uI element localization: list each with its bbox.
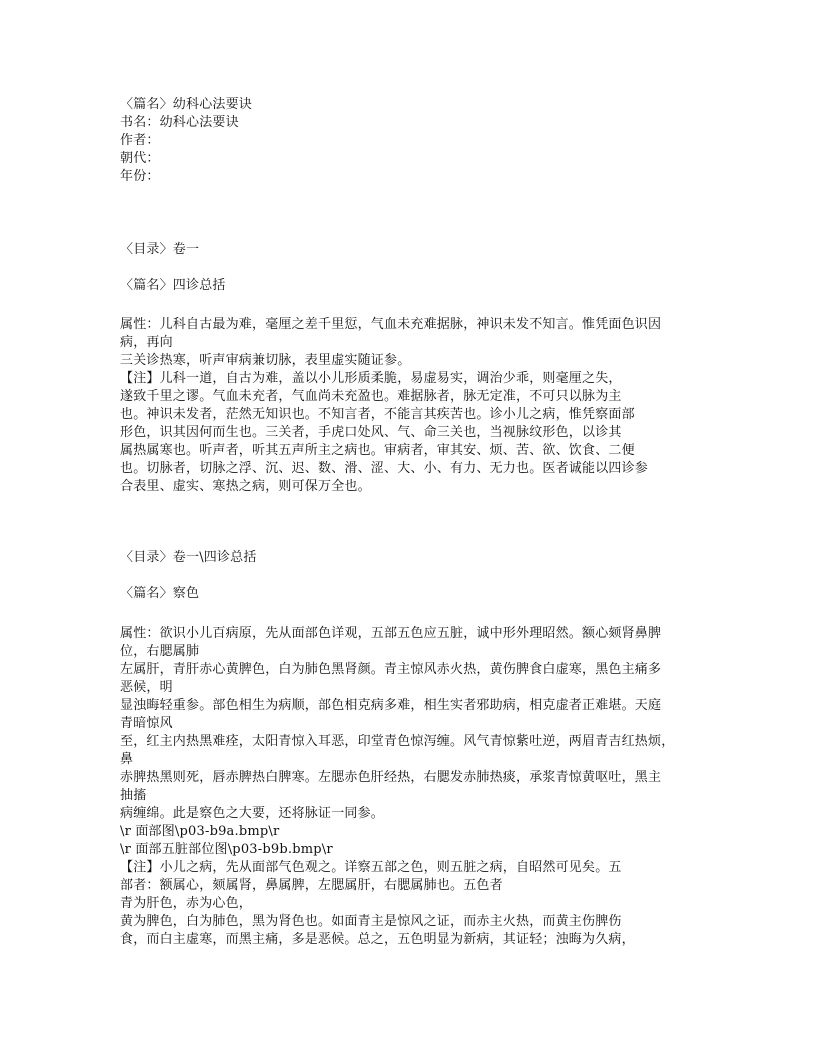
paragraph-line: 抽搐 [120,788,147,803]
paragraph-line: 也。切脉者，切脉之浮、沉、迟、数、滑、涩、大、小、有力、无力也。医者诚能以四诊参 [120,461,649,476]
paragraph-line: 属性：儿科自古最为难，毫厘之差千里愆，气血未充难据脉，神识未发不知言。惟凭面色识因 [120,317,662,332]
paragraph-line: 属性：欲识小儿百病原，先从面部色详观，五部五色应五脏，诚中形外理昭然。额心颏肾鼻脾 [120,626,662,641]
section-title-sizhen: 〈篇名〉四诊总括 [120,278,226,293]
image-reference-line: \r 面部五脏部位图\p03-b9b.bmp\r [120,842,333,857]
paragraph-line: 属热属寒也。听声者，听其五声所主之病也。审病者，审其安、烦、苦、欲、饮食、二便 [120,443,635,458]
paragraph-line: 病缠绵。此是察色之大要，还将脉证一同参。 [120,806,385,821]
paragraph-line: 食，而白主虚寒，而黑主痛，多是恶候。总之，五色明显为新病，其证轻；浊晦为久病， [120,932,635,947]
paragraph-line: 病，再向 [120,335,173,350]
paragraph-line: 【注】小儿之病，先从面部气色观之。详察五部之色，则五脏之病，自昭然可见矣。五 [120,860,622,875]
paragraph-line: 形色，识其因何而生也。三关者，手虎口处风、气、命三关也，当视脉纹形色，以诊其 [120,425,622,440]
paragraph-line: 青为肝色，赤为心色， [120,896,253,911]
chapter-title-line: 〈篇名〉幼科心法要诀 [120,97,253,112]
year-line: 年份： [120,169,160,184]
image-reference-line: \r 面部图\p03-b9a.bmp\r [120,824,280,839]
paragraph-line: 部者：额属心，颏属肾，鼻属脾，左腮属肝，右腮属肺也。五色者 [120,878,503,893]
paragraph-line: 恶候，明 [120,680,173,695]
paragraph-line: 鼻 [120,752,134,767]
paragraph-line: 遂致千里之谬。气血未充者，气血尚未充盈也。难据脉者，脉无定准，不可只以脉为主 [120,389,622,404]
section-title-chase: 〈篇名〉察色 [120,586,200,601]
toc-line-1: 〈目录〉卷一 [120,242,200,257]
paragraph-line: 合表里、虚实、寒热之病，则可保万全也。 [120,479,371,494]
paragraph-line: 也。神识未发者，茫然无知识也。不知言者，不能言其疾苦也。诊小儿之病，惟凭察面部 [120,407,635,422]
paragraph-line: 黄为脾色，白为肺色，黑为肾色也。如面青主是惊风之证，而赤主火热，而黄主伤脾伤 [120,914,622,929]
paragraph-line: 显浊晦轻重参。部色相生为病顺，部色相克病多难，相生实者邪助病，相克虚者正难堪。天庭 [120,698,662,713]
paragraph-line: 赤脾热黑则死，唇赤脾热白脾寒。左腮赤色肝经热，右腮发赤肺热痰，承浆青惊黄呕吐，黑主 [120,770,662,785]
paragraph-line: 至，红主内热黑难痊，太阳青惊入耳恶，印堂青色惊泻缠。风气青惊紫吐逆，两眉青吉红热烦， [120,734,675,749]
paragraph-line: 位，右腮属肺 [120,644,200,659]
paragraph-line: 青暗惊风 [120,716,173,731]
dynasty-line: 朝代： [120,151,160,166]
author-line: 作者： [120,133,160,148]
paragraph-line: 三关诊热寒，听声审病兼切脉，表里虚实随证参。 [120,353,411,368]
paragraph-line: 【注】儿科一道，自古为难，盖以小儿形质柔脆，易虚易实，调治少乖，则毫厘之失， [120,371,622,386]
paragraph-line: 左属肝，青肝赤心黄脾色，白为肺色黑肾颜。青主惊风赤火热，黄伤脾食白虚寒，黑色主痛多 [120,662,662,677]
toc-line-2: 〈目录〉卷一\四诊总括 [120,550,257,565]
book-name-line: 书名：幼科心法要诀 [120,115,239,130]
